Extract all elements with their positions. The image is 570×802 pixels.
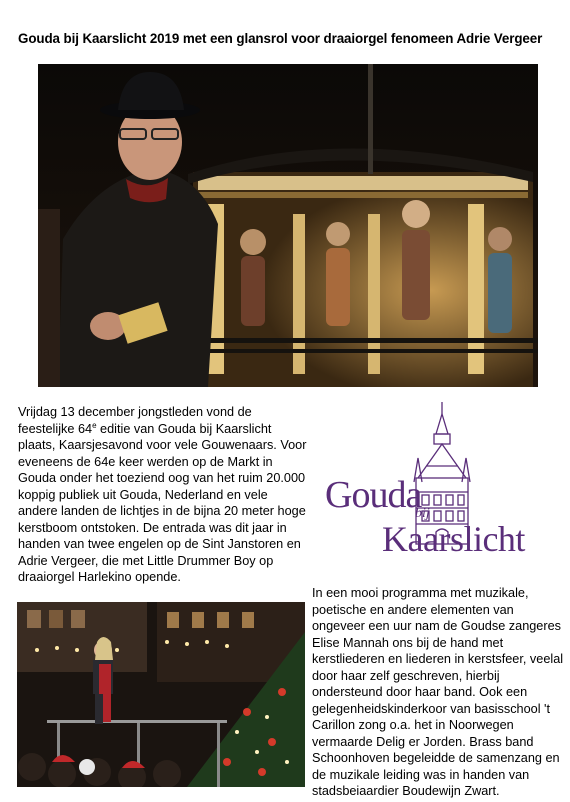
article-title: Gouda bij Kaarslicht 2019 met een glansrol voor draaiorgel fenomeen Adrie Vergeer <box>18 31 543 46</box>
logo-word-gouda: Gouda <box>325 474 422 516</box>
logo-word-kaarslicht: Kaarslicht <box>382 519 525 559</box>
program-paragraph: In een mooi programma met muzikale, poetische en andere elementen van ongeveer een uur nam de Goudse zangeres Elise Mannah ons bij de hand met kerstliederen en liederen in kerstsfeer, veelal door haar zelf geschreven, hierbij ondersteund door haar band. Ook een gelegenheidskinderkoor van basisschool 't Carillon zong o.a. het in Noorwegen vermaarde Delig er Jorden. Brass band Schoonhoven begeleidde de samenzang en de muzikale leiding was in handen van stadsbeiaardier Boudewijn Zwart. <box>312 586 564 798</box>
logo-word-bij: bij <box>415 506 430 521</box>
gouda-bij-kaarslicht-logo <box>322 400 550 570</box>
stage-singer-photo <box>17 602 305 787</box>
organ-grinder-photo <box>38 64 538 387</box>
intro-paragraph: Vrijdag 13 december jongstleden vond de feestelijke 64e editie van Gouda bij Kaarslicht plaats, Kaarsjesavond voor vele Gouwenaars. Voor eveneens de 64e keer werden op de Markt in Gouda onder het toeziend oog van het ruim 20.000 koppig publiek uit Gouda, Nederland en vele andere landen de lichtjes in de bijna 20 meter hoge kerstboom ontstoken. De entrada was dit jaar in handen van twee engelen op de Sint Janstoren en Adrie Vergeer, die met Little Drummer Boy op draaiorgel Harlekino opende. <box>18 405 307 584</box>
